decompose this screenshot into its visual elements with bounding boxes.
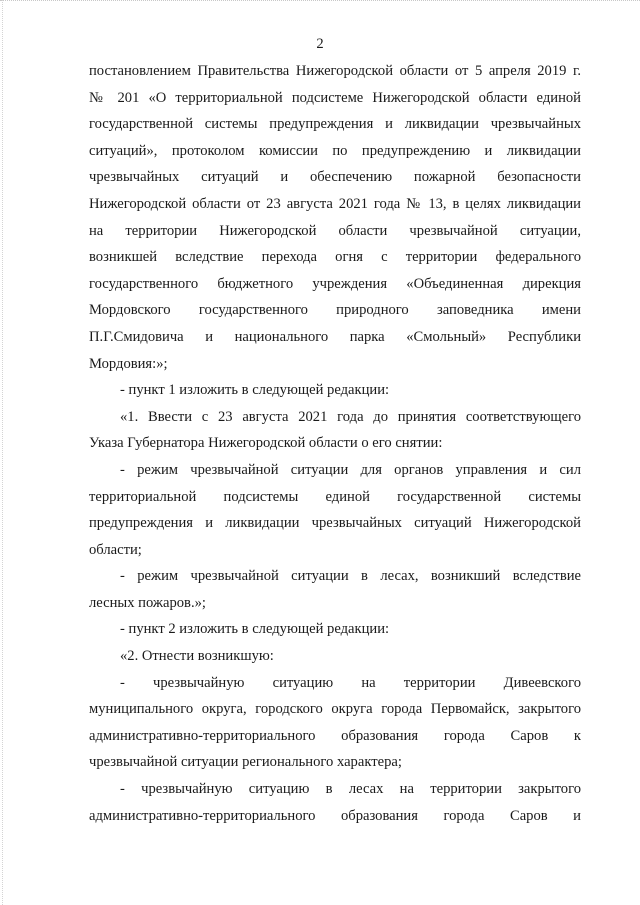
text-line: - чрезвычайную ситуацию на территории Дивеевского [120,674,581,691]
text-line: чрезвычайной ситуации регионального характера; [89,754,402,771]
text-line: - пункт 2 изложить в следующей редакции: [120,621,390,638]
text-line: предупреждения и ликвидации чрезвычайных ситуаций Нижегородской [89,515,581,532]
text-line: - пункт 1 изложить в следующей редакции: [120,382,390,399]
text-line: области; [89,541,142,558]
text-line: Мордовского государственного природного заповедника имени [89,302,581,319]
text-line: - режим чрезвычайной ситуации для органов управления и сил [120,461,581,478]
text-line: возникшей вследствие перехода огня с территории федерального [89,249,581,266]
text-line: Мордовия:»; [89,355,168,372]
page-left-edge [2,0,4,905]
document-body [89,58,581,829]
text-line: П.Г.Смидовича и национального парка «Смольный» Республики [89,328,581,345]
text-line: «2. Отнести возникшую: [120,648,274,665]
text-line: Нижегородской области от 23 августа 2021 года № 13, в целях ликвидации [89,195,581,212]
text-line: муниципального округа, городского округа города Первомайск, закрытого [89,701,581,718]
page-top-edge [0,0,640,4]
text-line: государственной системы предупреждения и ликвидации чрезвычайных [89,116,581,133]
text-line: «1. Ввести с 23 августа 2021 года до принятия соответствующего [120,408,581,425]
text-line: лесных пожаров.»; [89,594,206,611]
text-line: территориальной подсистемы единой государственной системы [89,488,581,505]
text-line: - чрезвычайную ситуацию в лесах на территории закрытого [120,781,581,798]
text-line: на территории Нижегородской области чрезвычайной ситуации, [89,222,581,239]
page-number: 2 [316,36,324,52]
text-line: административно-территориального образования города Саров к [89,727,581,744]
text-line: государственного бюджетного учреждения «Объединенная дирекция [89,275,581,292]
text-line: ситуаций», протоколом комиссии по предупреждению и ликвидации [89,142,581,159]
text-line: чрезвычайных ситуаций и обеспечению пожарной безопасности [89,169,581,186]
text-line: административно-территориального образования города Саров и [89,807,581,824]
text-line: № 201 «О территориальной подсистеме Нижегородской области единой [89,89,581,106]
text-line: - режим чрезвычайной ситуации в лесах, возникший вследствие [120,568,581,585]
text-line: Указа Губернатора Нижегородской области о его снятии: [89,435,443,452]
text-line: постановлением Правительства Нижегородской области от 5 апреля 2019 г. [89,63,581,79]
